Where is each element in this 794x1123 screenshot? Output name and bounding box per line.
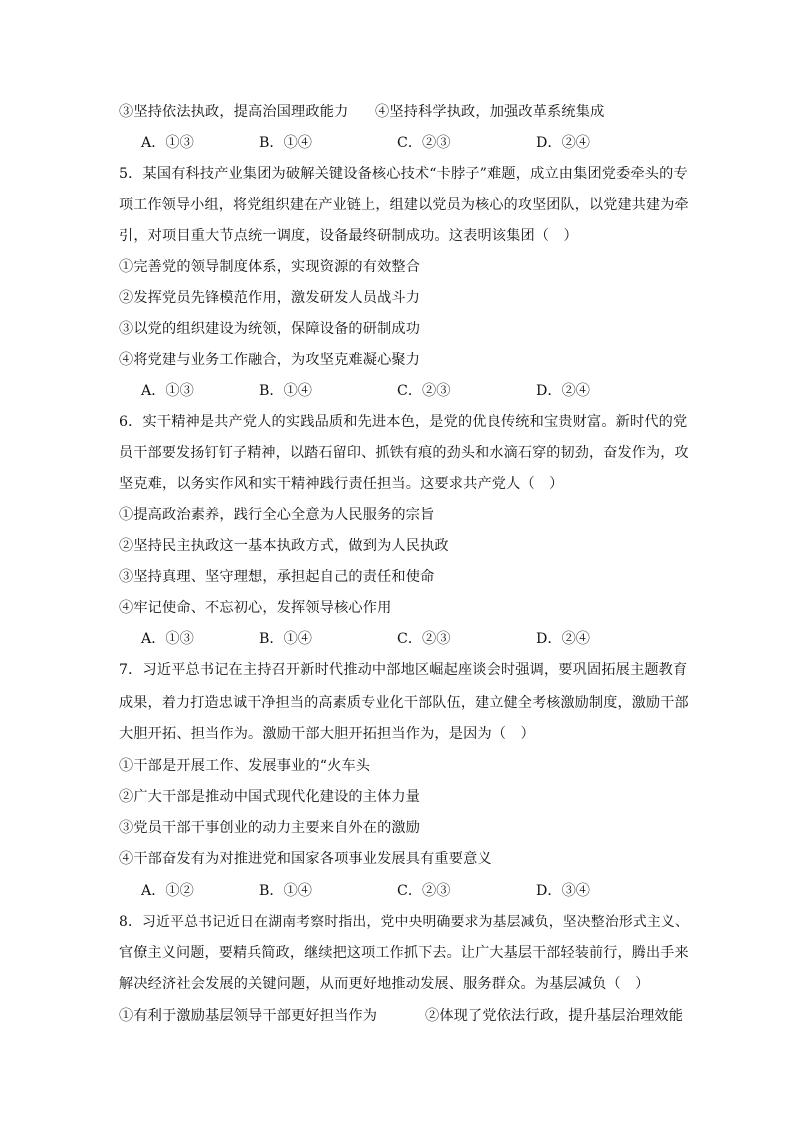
- q8-statement-2: ②体现了党依法行政，提升基层治理效能: [425, 1008, 684, 1024]
- q6-option-b[interactable]: B．①④: [259, 631, 312, 647]
- q6-option-a[interactable]: A．①③: [141, 631, 194, 647]
- q6-statement-4: ④牢记使命、不忘初心，发挥领导核心作用: [119, 600, 392, 616]
- q7-option-a[interactable]: A．①②: [141, 883, 194, 899]
- q6-statement-2: ②坚持民主执政这一基本执政方式，做到为人民执政: [119, 538, 449, 554]
- q6-option-c[interactable]: C．②③: [397, 631, 451, 647]
- q8-stem-line: 8．习近平总书记近日在湖南考察时指出，党中央明确要求为基层减负，坚决整治形式主义、: [119, 914, 689, 930]
- q5-statement-2: ②发挥党员先锋模范作用，激发研发人员战斗力: [119, 290, 421, 306]
- q5-statement-4: ④将党建与业务工作融合，为攻坚克难凝心聚力: [119, 352, 421, 368]
- q6-stem-line: 坚克难，以务实作风和实干精神践行责任担当。这要求共产党人（ ）: [119, 476, 564, 492]
- q6-option-d[interactable]: D．②④: [536, 631, 590, 647]
- q7-statement-1: ①干部是开展工作、发展事业的“火车头: [119, 758, 371, 774]
- q7-stem-line: 大胆开拓、担当作为。激励干部大胆开拓担当作为，是因为（ ）: [119, 726, 535, 742]
- q7-option-d[interactable]: D．③④: [536, 883, 590, 899]
- q8-stem-line: 解决经济社会发展的关键问题，从而更好地推动发展、服务群众。为基层减负（ ）: [119, 976, 650, 992]
- q7-statement-4: ④干部奋发有为对推进党和国家各项事业发展具有重要意义: [119, 851, 492, 867]
- q5-option-c[interactable]: C．②③: [397, 383, 451, 399]
- q5-option-d[interactable]: D．②④: [536, 383, 590, 399]
- q4-statements-row: [119, 102, 679, 122]
- q4-option-c[interactable]: C．②③: [397, 135, 451, 151]
- q6-statement-3: ③坚持真理、坚守理想，承担起自己的责任和使命: [119, 569, 435, 585]
- q8-statements-row: [119, 1006, 684, 1026]
- q7-statement-3: ③党员干部干事创业的动力主要来自外在的激励: [119, 820, 421, 836]
- q8-statement-1: ①有利于激励基层领导干部更好担当作为: [119, 1008, 378, 1024]
- q4-option-a[interactable]: A．①③: [141, 135, 194, 151]
- q4-statement-4: ④坚持科学执政，加强改革系统集成: [375, 104, 605, 120]
- q6-statement-1: ①提高政治素养，践行全心全意为人民服务的宗旨: [119, 507, 435, 523]
- q5-stem-line: 引，对项目重大节点统一调度，设备最终研制成功。这表明该集团（ ）: [119, 228, 578, 244]
- q5-option-b[interactable]: B．①④: [259, 383, 312, 399]
- q7-stem-line: 7．习近平总书记在主持召开新时代推动中部地区崛起座谈会时强调，要巩固拓展主题教育: [119, 662, 688, 678]
- q7-stem-line: 成果，着力打造忠诚干净担当的高素质专业化干部队伍，建立健全考核激励制度，激励干部: [119, 695, 689, 711]
- q7-option-c[interactable]: C．②③: [397, 883, 451, 899]
- q7-option-b[interactable]: B．①④: [259, 883, 312, 899]
- q5-statement-1: ①完善党的领导制度体系，实现资源的有效整合: [119, 259, 421, 275]
- q5-stem-line: 项工作领导小组，将党组织建在产业链上，组建以党员为核心的攻坚团队，以党建共建为牵: [119, 197, 689, 213]
- q5-statement-3: ③以党的组织建设为统领，保障设备的研制成功: [119, 321, 421, 337]
- q7-statement-2: ②广大干部是推动中国式现代化建设的主体力量: [119, 789, 421, 805]
- q4-option-d[interactable]: D．②④: [536, 135, 590, 151]
- q4-option-b[interactable]: B．①④: [259, 135, 312, 151]
- q6-stem-line: 员干部要发扬钉钉子精神，以踏石留印、抓铁有痕的劲头和水滴石穿的韧劲，奋发作为，攻: [119, 445, 689, 461]
- q6-stem-line: 6．实干精神是共产党人的实践品质和先进本色，是党的优良传统和宝贵财富。新时代的党: [119, 414, 688, 430]
- q5-option-a[interactable]: A．①③: [141, 383, 194, 399]
- q8-stem-line: 官僚主义问题，要精兵简政，继续把这项工作抓下去。让广大基层干部轻装前行，腾出手来: [119, 945, 689, 961]
- q4-statement-3: ③坚持依法执政，提高治国理政能力: [119, 104, 349, 120]
- q5-stem-line: 5．某国有科技产业集团为破解关键设备核心技术“卡脖子”难题，成立由集团党委牵头的专: [119, 166, 688, 182]
